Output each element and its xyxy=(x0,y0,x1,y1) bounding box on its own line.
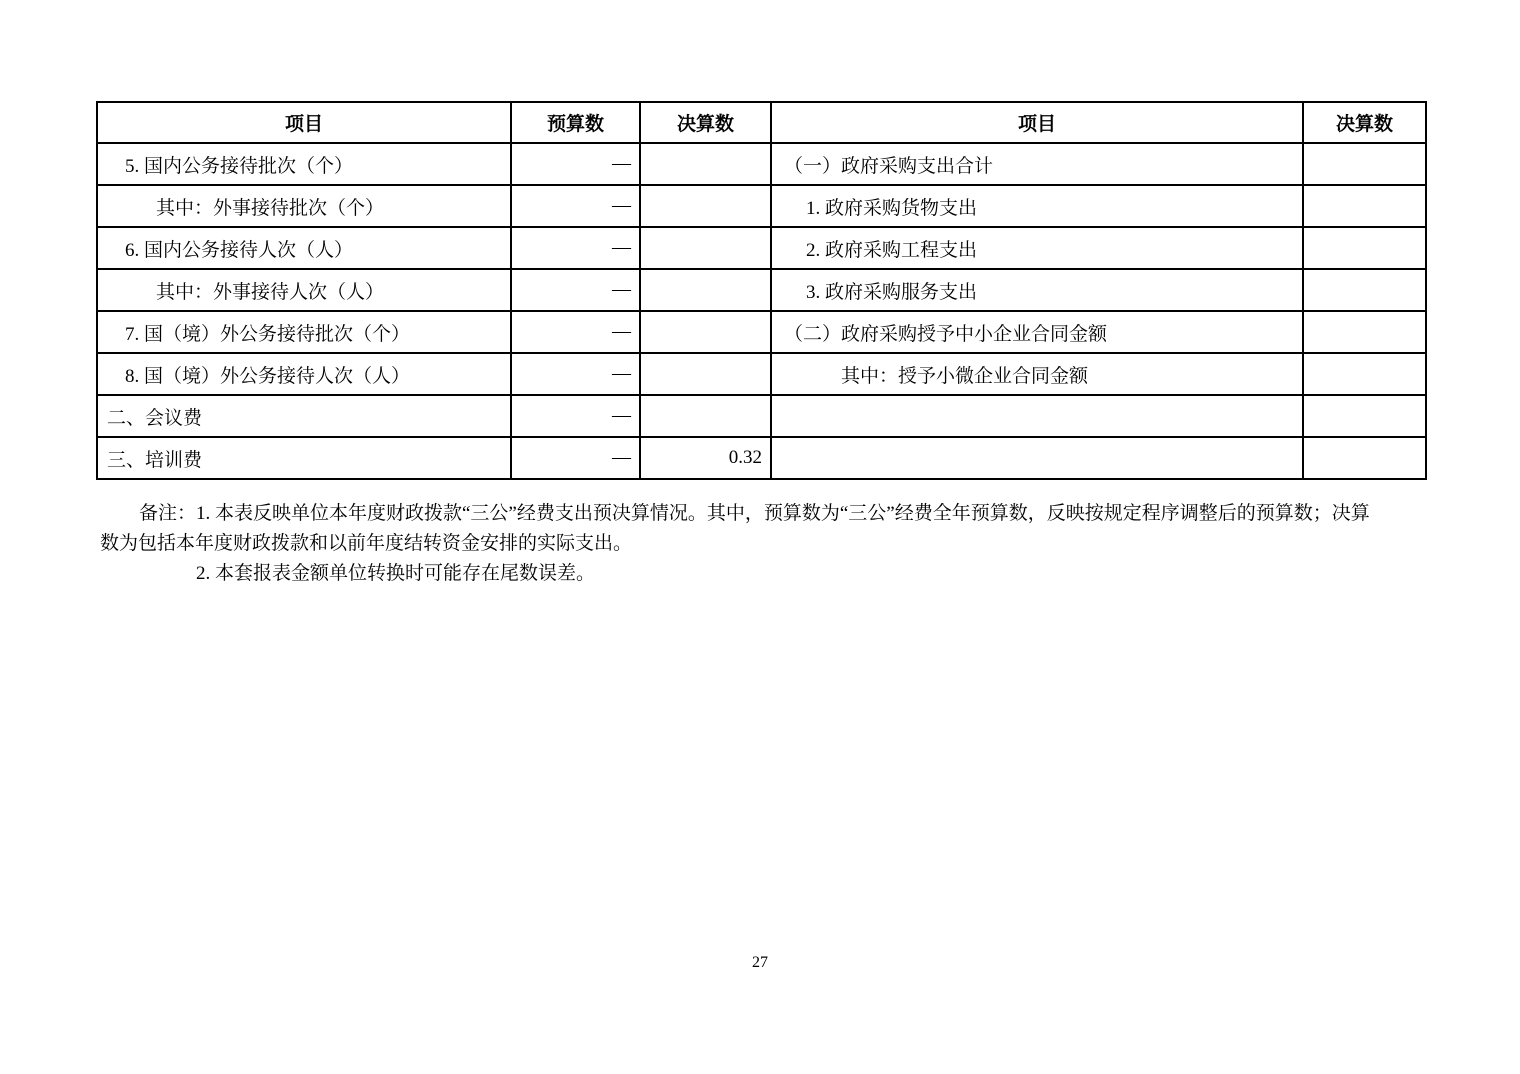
cell-final-right xyxy=(1303,395,1426,437)
cell-item-right: 1. 政府采购货物支出 xyxy=(771,185,1303,227)
page-number: 27 xyxy=(752,954,768,971)
table-row xyxy=(97,395,1426,437)
header-item-left: 项目 xyxy=(97,102,511,143)
cell-item-right xyxy=(771,437,1303,479)
cell-final-right xyxy=(1303,185,1426,227)
table-row xyxy=(97,311,1426,353)
cell-item-left: 二、会议费 xyxy=(97,395,511,437)
cell-budget: — xyxy=(511,227,640,269)
table-row xyxy=(97,437,1426,479)
table-row xyxy=(97,269,1426,311)
cell-item-left: 6. 国内公务接待人次（人） xyxy=(97,227,511,269)
cell-item-left: 5. 国内公务接待批次（个） xyxy=(97,143,511,185)
table-row xyxy=(97,143,1426,185)
cell-item-left: 7. 国（境）外公务接待批次（个） xyxy=(97,311,511,353)
cell-item-right: 2. 政府采购工程支出 xyxy=(771,227,1303,269)
cell-item-right xyxy=(771,395,1303,437)
header-final-left: 决算数 xyxy=(640,102,771,143)
cell-item-left: 8. 国（境）外公务接待人次（人） xyxy=(97,353,511,395)
cell-final-left xyxy=(640,143,771,185)
note-line-2: 数为包括本年度财政拨款和以前年度结转资金安排的实际支出。 xyxy=(100,533,633,554)
cell-final-left xyxy=(640,395,771,437)
cell-item-right: 3. 政府采购服务支出 xyxy=(771,269,1303,311)
cell-final-right xyxy=(1303,353,1426,395)
cell-budget: — xyxy=(511,353,640,395)
header-final-right: 决算数 xyxy=(1303,102,1426,143)
table-row xyxy=(97,185,1426,227)
table-row xyxy=(97,353,1426,395)
cell-final-right xyxy=(1303,143,1426,185)
cell-budget: — xyxy=(511,269,640,311)
cell-final-left xyxy=(640,185,771,227)
cell-item-right: （一）政府采购支出合计 xyxy=(771,143,1303,185)
cell-final-left xyxy=(640,269,771,311)
budget-table xyxy=(96,101,1427,480)
cell-budget: — xyxy=(511,395,640,437)
header-budget: 预算数 xyxy=(511,102,640,143)
cell-final-right xyxy=(1303,269,1426,311)
table-header-row xyxy=(97,102,1426,143)
cell-item-left: 其中：外事接待批次（个） xyxy=(97,185,511,227)
cell-item-right: （二）政府采购授予中小企业合同金额 xyxy=(771,311,1303,353)
cell-budget: — xyxy=(511,185,640,227)
cell-final-left xyxy=(640,311,771,353)
cell-final-left: 0.32 xyxy=(640,437,771,479)
cell-final-right xyxy=(1303,227,1426,269)
cell-item-left: 三、培训费 xyxy=(97,437,511,479)
cell-final-left xyxy=(640,353,771,395)
note-line-3: 2. 本套报表金额单位转换时可能存在尾数误差。 xyxy=(196,563,596,584)
notes xyxy=(100,499,1430,589)
cell-final-left xyxy=(640,227,771,269)
table-row xyxy=(97,227,1426,269)
cell-final-right xyxy=(1303,437,1426,479)
cell-budget: — xyxy=(511,311,640,353)
note-line-1: 备注：1. 本表反映单位本年度财政拨款“三公”经费支出预决算情况。其中，预算数为“三公”经费全年预算数，反映按规定程序调整后的预算数；决算 xyxy=(139,503,1370,524)
cell-item-right: 其中：授予小微企业合同金额 xyxy=(771,353,1303,395)
cell-final-right xyxy=(1303,311,1426,353)
cell-budget: — xyxy=(511,437,640,479)
header-item-right: 项目 xyxy=(771,102,1303,143)
cell-item-left: 其中：外事接待人次（人） xyxy=(97,269,511,311)
cell-budget: — xyxy=(511,143,640,185)
